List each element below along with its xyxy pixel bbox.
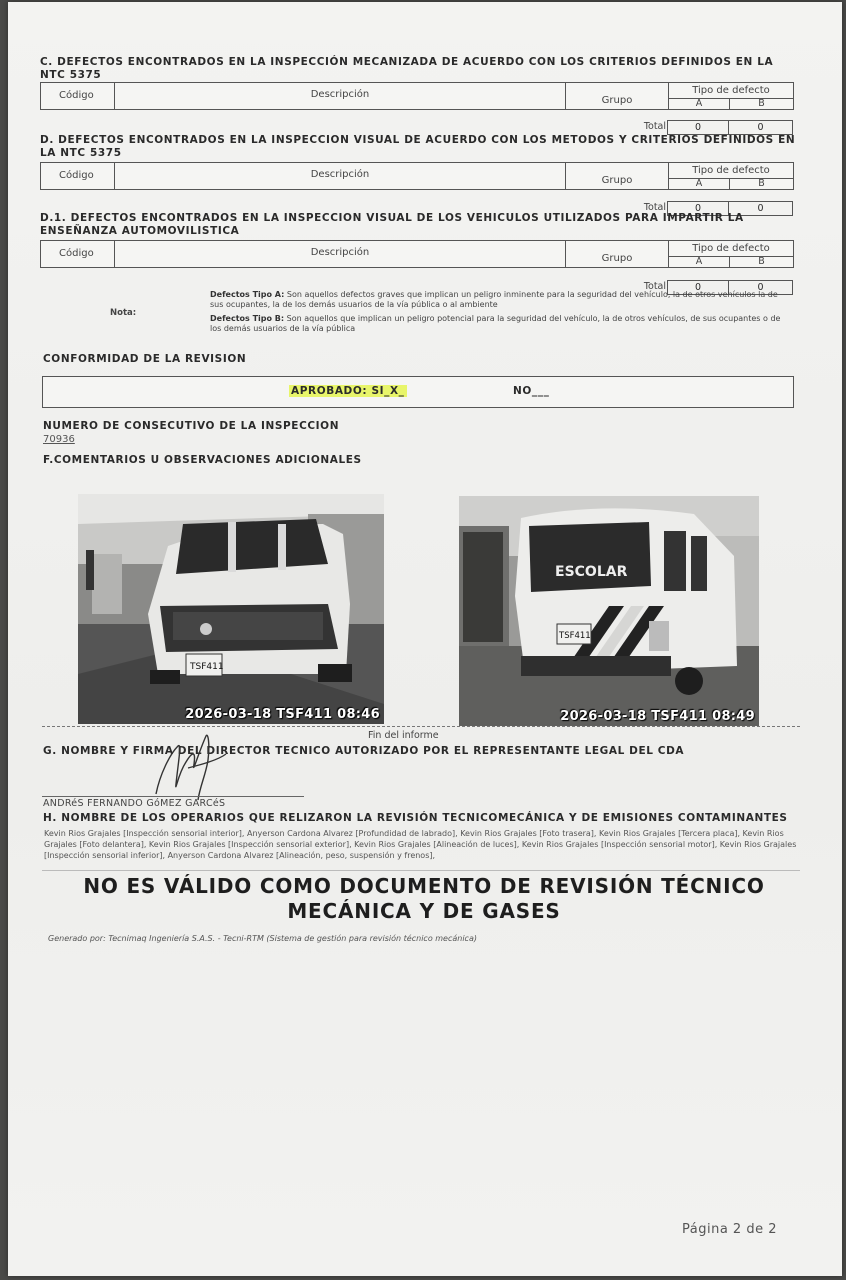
- rear-photo-timestamp: 2026-03-18 TSF411 08:49: [560, 709, 755, 724]
- nota-tipo-a-label: Defectos Tipo A:: [210, 290, 285, 299]
- front-photo-image: [78, 494, 384, 724]
- conformidad-title: CONFORMIDAD DE LA REVISION: [43, 353, 247, 365]
- section-c-title: C. DEFECTOS ENCONTRADOS EN LA INSPECCIÓN MECANIZADA DE ACUERDO CON LOS CRITERIOS DEFINIDOS EN LA NTC 5375: [40, 56, 774, 81]
- svg-text:TSF411: TSF411: [190, 662, 224, 672]
- col-tipo-defecto: Tipo de defecto: [669, 241, 793, 257]
- vehicle-front-photo: [78, 494, 384, 724]
- section-d-title: D. DEFECTOS ENCONTRADOS EN LA INSPECCION VISUAL DE ACUERDO CON LOS METODOS Y CRITERIOS DEFINIDOS EN LA NTC 5375: [40, 134, 796, 159]
- generado-por: Generado por: Tecnimaq Ingeniería S.A.S. - Tecni-RTM (Sistema de gestión para revisión técnico mecánica): [48, 934, 477, 943]
- director-name: ANDRéS FERNANDO GóMEZ GARCéS: [43, 798, 226, 809]
- total-label: Total: [643, 202, 666, 213]
- col-descripcion: Descripción: [310, 247, 370, 258]
- svg-text:TSF411: TSF411: [559, 631, 591, 641]
- col-grupo: Grupo: [601, 175, 633, 186]
- nota-tipo-a-text: Son aquellos defectos graves que implican un peligro inminente para la seguridad del vehículo, la de otros vehículos la de sus ocupantes, la de los demás usuarios de la vía pública o al ambiente: [210, 290, 778, 309]
- section-g-title: G. NOMBRE Y FIRMA DEL DIRECTOR TECNICO AUTORIZADO POR EL REPRESENTANTE LEGAL DEL CDA: [43, 745, 685, 757]
- front-photo-timestamp: 2026-03-18 TSF411 08:46: [185, 707, 380, 722]
- operarios-list: Kevin Rios Grajales [Inspección sensorial interior], Anyerson Cardona Alvarez [Profundidad de labrado], Kevin Rios Grajales [Foto trasera], Kevin Rios Grajales [Tercera placa], Kevin Rios Grajales [Foto delantera], Kevin Rios Grajales [Inspección sensorial exterior], Kevin Rios Grajales [Alineación de luces], Kevin Rios Grajales [Inspección sensorial motor], Kevin Rios Grajales [Inspección sensorial inferior], Anyerson Cardona Alvarez [Alineación, peso, suspensión y frenos],: [44, 829, 797, 860]
- col-codigo: Código: [59, 170, 94, 181]
- no-valido-title: [48, 874, 800, 924]
- conformidad-box: [42, 376, 794, 408]
- col-tipo-b: B: [758, 256, 765, 267]
- total-b-value: 0: [728, 280, 793, 295]
- col-codigo: Código: [59, 90, 94, 101]
- total-a-value: 0: [667, 280, 729, 295]
- consecutivo-title: NUMERO DE CONSECUTIVO DE LA INSPECCION: [43, 420, 340, 432]
- no-valido-line-2: MECÁNICA Y DE GASES: [287, 899, 561, 923]
- signature-line: [42, 796, 304, 797]
- col-grupo: Grupo: [601, 253, 633, 264]
- page-number: Página 2 de 2: [682, 1222, 777, 1237]
- vehicle-rear-photo: [459, 496, 759, 726]
- comentarios-title: F.COMENTARIOS U OBSERVACIONES ADICIONALES: [43, 454, 362, 466]
- total-label: Total: [643, 281, 666, 292]
- col-grupo: Grupo: [601, 95, 633, 106]
- col-tipo-a: A: [669, 257, 730, 267]
- col-descripcion: Descripción: [310, 169, 370, 180]
- section-h-title: H. NOMBRE DE LOS OPERARIOS QUE RELIZARON LA REVISIÓN TECNICOMECÁNICA Y DE EMISIONES CONTAMINANTES: [43, 812, 788, 824]
- section-d1-title: D.1. DEFECTOS ENCONTRADOS EN LA INSPECCION VISUAL DE LOS VEHICULOS UTILIZADOS PARA IMPARTIR LA ENSEÑANZA AUTOMOVILISTICA: [40, 212, 744, 237]
- col-tipo-b: B: [758, 98, 765, 109]
- section-d1-table: [40, 240, 794, 268]
- col-tipo-a: A: [669, 99, 730, 109]
- section-c-table: [40, 82, 794, 110]
- nota-tipo-b-text: Son aquellos que implican un peligro potencial para la seguridad del vehículo, la de otros vehículos, de sus ocupantes o de los demás usuarios de la vía pública: [210, 314, 781, 333]
- total-b-value: 0: [728, 201, 793, 216]
- no-valido-line-1: NO ES VÁLIDO COMO DOCUMENTO DE REVISIÓN TÉCNICO: [83, 874, 765, 898]
- aprobado-highlight: APROBADO: SI_X_: [291, 385, 405, 397]
- document-page: [8, 2, 842, 1276]
- rear-photo-image: [459, 496, 759, 726]
- col-codigo: Código: [59, 248, 94, 259]
- col-tipo-defecto: Tipo de defecto: [669, 163, 793, 179]
- nota-tipo-a: [210, 290, 790, 310]
- col-tipo-defecto: Tipo de defecto: [669, 83, 793, 99]
- fin-informe: Fin del informe: [368, 730, 439, 741]
- total-a-value: 0: [667, 120, 729, 135]
- signature: [148, 724, 238, 806]
- col-tipo-a: A: [669, 179, 730, 189]
- section-d-table: [40, 162, 794, 190]
- total-a-value: 0: [667, 201, 729, 216]
- col-descripcion: Descripción: [310, 89, 370, 100]
- nota-tipo-b: [210, 314, 790, 334]
- operarios-divider: [42, 870, 800, 871]
- section-c-total-row: [40, 120, 792, 134]
- nota-label: Nota:: [110, 308, 137, 318]
- col-tipo-b: B: [758, 178, 765, 189]
- total-label: Total: [643, 121, 666, 132]
- no-label: NO___: [513, 385, 550, 397]
- consecutivo-number: 70936: [43, 434, 75, 445]
- svg-text:ESCOLAR: ESCOLAR: [555, 564, 628, 580]
- nota-tipo-b-label: Defectos Tipo B:: [210, 314, 285, 323]
- total-b-value: 0: [728, 120, 793, 135]
